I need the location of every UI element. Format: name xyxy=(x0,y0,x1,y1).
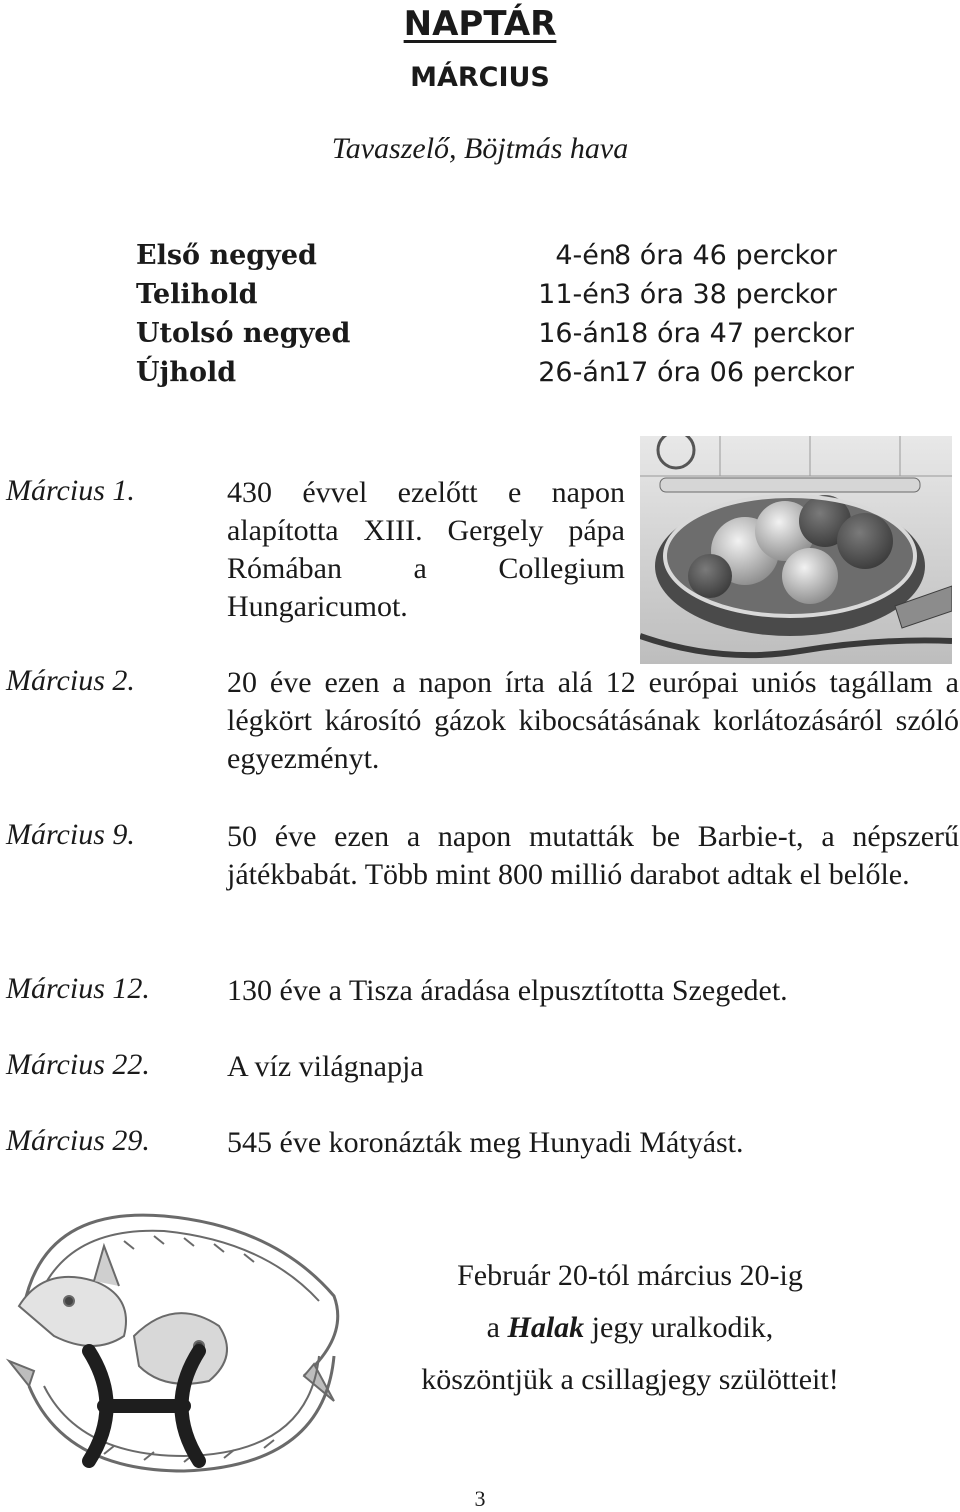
event-text: 545 éve koronázták meg Hunyadi Mátyást. xyxy=(227,1126,744,1159)
zodiac-line-2-suffix: jegy uralkodik, xyxy=(584,1311,774,1344)
zodiac-greeting xyxy=(380,1250,880,1406)
cooking-pot-photo xyxy=(640,436,952,664)
event-date: Március 2. xyxy=(6,664,135,697)
event-text: 50 éve ezen a napon mutatták be Barbie-t, a népszerű játékbabát. Több mint 800 millió darabot adtak el belőle. xyxy=(227,820,959,891)
event-date: Március 12. xyxy=(6,972,150,1005)
moon-phase-time: 18 óra 47 perckor xyxy=(614,318,855,349)
moon-phase-day: 26-án xyxy=(538,357,616,388)
moon-phase-row xyxy=(136,357,916,396)
event-text: 20 éve ezen a napon írta alá 12 európai uniós tagállam a légkört károsító gázok kibocsátásának korlátozásáról szóló egyezményt. xyxy=(227,666,959,775)
moon-phase-time: 3 óra 38 perckor xyxy=(614,279,837,310)
month-subtitle: Tavaszelő, Böjtmás hava xyxy=(331,132,629,165)
event-text: 430 évvel ezelőtt e napon alapította XIII. Gergely pápa Rómában a Collegium Hungaricumot. xyxy=(227,476,625,623)
event-date: Március 22. xyxy=(6,1048,150,1081)
moon-phase-row xyxy=(136,279,916,318)
moon-phase-row xyxy=(136,240,916,279)
moon-phase-name: Újhold xyxy=(136,357,237,388)
event-date: Március 1. xyxy=(6,474,135,507)
zodiac-line-2 xyxy=(380,1302,880,1354)
moon-phase-name: Utolsó negyed xyxy=(136,318,351,349)
page-title: NAPTÁR xyxy=(403,4,557,44)
moon-phase-day: 4-én xyxy=(555,240,616,271)
event-text: 130 éve a Tisza áradása elpusztította Szegedet. xyxy=(227,974,788,1007)
month-heading: MÁRCIUS xyxy=(410,62,550,93)
moon-phase-time: 17 óra 06 perckor xyxy=(614,357,855,388)
page-number: 3 xyxy=(474,1486,486,1511)
zodiac-line-3: köszöntjük a csillagjegy szülötteit! xyxy=(421,1363,839,1396)
moon-phase-name: Első negyed xyxy=(136,240,317,271)
moon-phase-day: 11-én xyxy=(538,279,616,310)
zodiac-sign: Halak xyxy=(507,1311,585,1344)
event-date: Március 29. xyxy=(6,1124,150,1157)
pisces-drawing xyxy=(4,1186,356,1484)
moon-phase-time: 8 óra 46 perckor xyxy=(614,240,837,271)
zodiac-line-1: Február 20-tól március 20-ig xyxy=(457,1259,803,1292)
moon-phase-row xyxy=(136,318,916,357)
event-text: A víz világnapja xyxy=(227,1050,424,1083)
moon-phase-day: 16-án xyxy=(538,318,616,349)
moon-phase-name: Telihold xyxy=(136,279,258,310)
event-date: Március 9. xyxy=(6,818,135,851)
zodiac-line-2-prefix: a xyxy=(486,1311,508,1344)
